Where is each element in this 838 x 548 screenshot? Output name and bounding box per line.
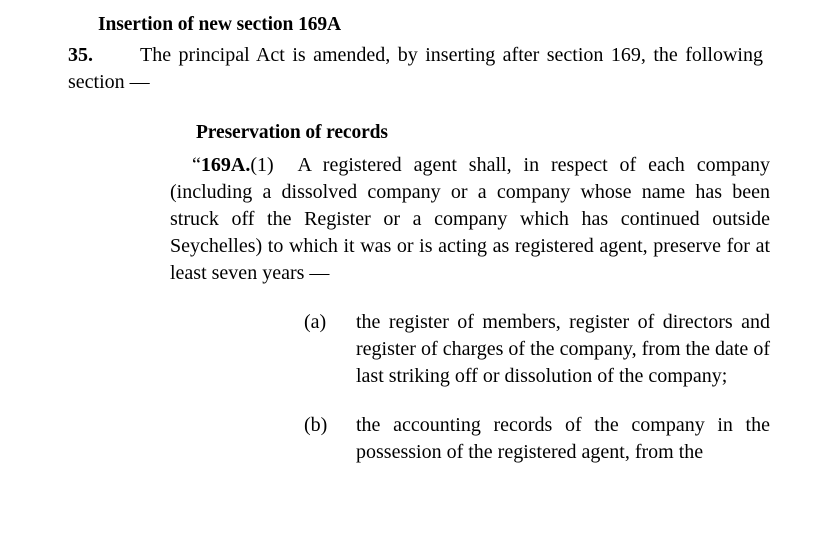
clause-number: 35.: [68, 44, 93, 66]
list-item-text: the register of members, register of directors and register of charges of the company, from the date of last striking off or dissolution of the company;: [356, 311, 770, 387]
list-item: [170, 412, 770, 466]
clause-text: The principal Act is amended, by inserting after section 169, the following section —: [68, 44, 763, 93]
quoted-provision: [170, 152, 770, 287]
clause-paragraph: [68, 42, 763, 96]
list-item-text: the accounting records of the company in the possession of the registered agent, from the: [356, 414, 770, 463]
list-item: [170, 309, 770, 390]
opening-quote-mark: “: [192, 154, 201, 176]
provision-subsection: (1): [250, 154, 274, 176]
provision-list: [170, 309, 770, 466]
subsection-heading: Preservation of records: [196, 122, 388, 143]
provision-label: 169A.: [200, 154, 251, 176]
list-item-label: (a): [304, 311, 327, 333]
section-heading: Insertion of new section 169A: [98, 14, 342, 35]
label-spacer: [274, 154, 298, 176]
list-item-label: (b): [304, 414, 328, 436]
provision-text: A registered agent shall, in respect of each company (including a dissolved company or a company whose name has been struck off the Register or a company which has continued outside Seychelles) to which it was or is acting as registered agent, preserve for at least seven years —: [170, 154, 771, 284]
